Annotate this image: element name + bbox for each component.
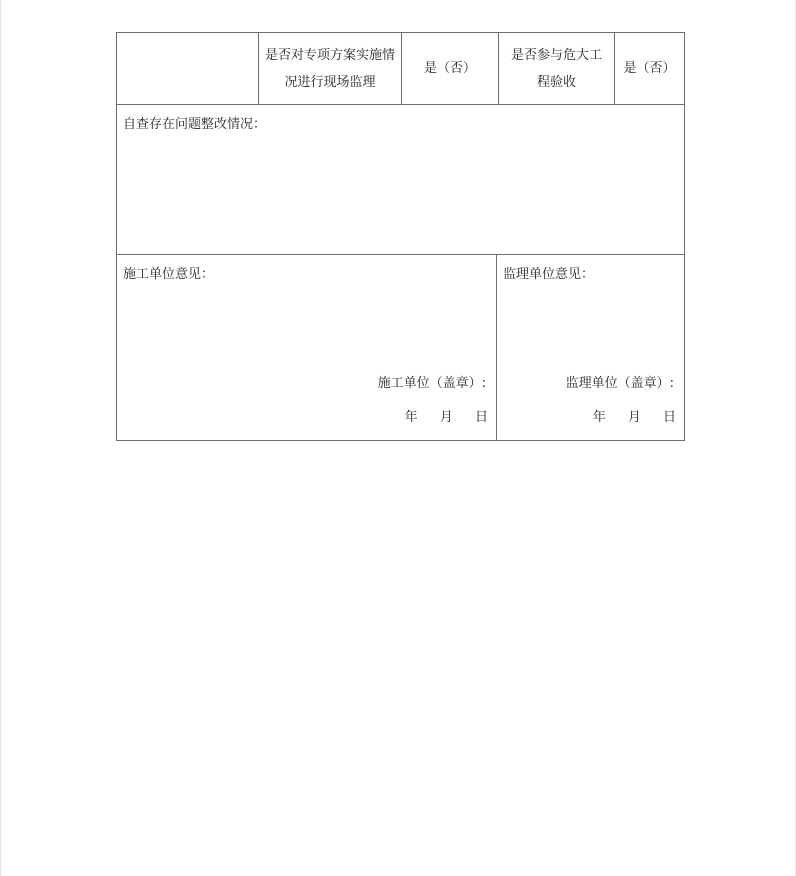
answer-onsite-supervision-cell[interactable]: [402, 33, 499, 105]
self-check-cell[interactable]: [117, 105, 685, 255]
form-row-self-check: [117, 105, 685, 255]
inspection-form-table: [116, 32, 685, 441]
construction-opinion-cell[interactable]: [117, 255, 497, 441]
answer-acceptance-cell[interactable]: [615, 33, 685, 105]
supervision-opinion-cell[interactable]: [497, 255, 685, 441]
construction-date-year: 年: [404, 410, 418, 425]
construction-date-month: 月: [439, 410, 453, 425]
question-onsite-supervision-cell: [259, 33, 402, 105]
supervision-date-day: 日: [663, 410, 677, 425]
question-acceptance-label: 是否参与危大工程验收: [511, 47, 603, 90]
blank-cell: [117, 33, 259, 105]
supervision-date-year: 年: [592, 410, 606, 425]
construction-opinion-label: 施工单位意见：: [123, 267, 215, 282]
answer-onsite-supervision-value: 是（否）: [424, 60, 477, 76]
answer-acceptance-value: 是（否）: [623, 60, 676, 76]
form-row-opinions: [117, 255, 685, 441]
construction-date-line: [387, 408, 488, 428]
supervision-opinion-label: 监理单位意见：: [503, 267, 595, 282]
self-check-label: 自查存在问题整改情况：: [123, 117, 267, 132]
question-onsite-supervision-label: 是否对专项方案实施情况进行现场监理: [265, 47, 396, 90]
construction-date-day: 日: [474, 410, 488, 425]
supervision-date-month: 月: [627, 410, 641, 425]
construction-seal-label: 施工单位（盖章）:: [377, 376, 486, 391]
supervision-seal-label: 监理单位（盖章）:: [565, 376, 675, 391]
supervision-date-line: [575, 408, 676, 428]
form-row-supervision-questions: [117, 33, 685, 105]
question-acceptance-cell: [499, 33, 615, 105]
